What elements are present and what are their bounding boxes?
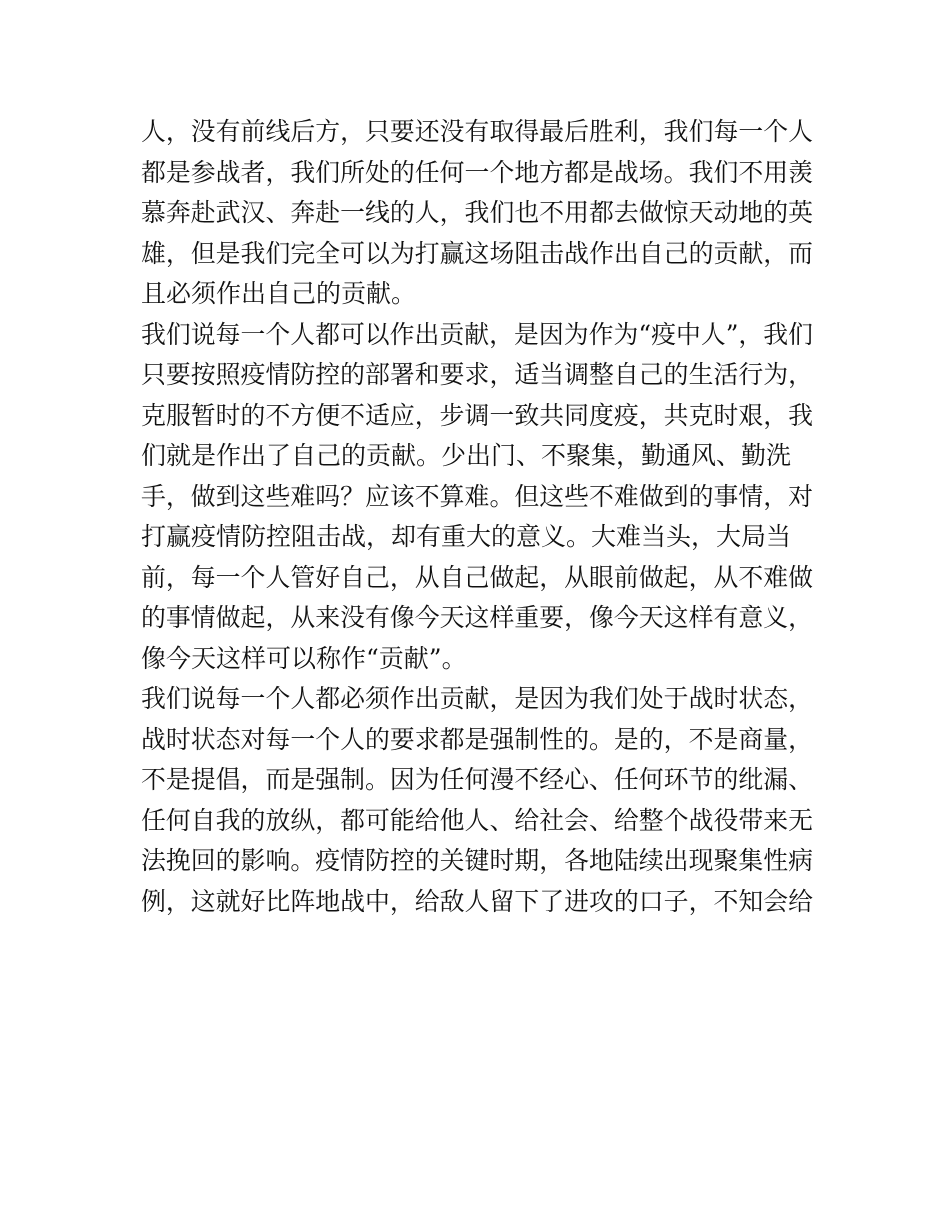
body-text bbox=[141, 112, 813, 922]
text-line: 不是提倡，而是强制。因为任何漫不经心、任何环节的纰漏、 bbox=[141, 765, 813, 794]
text-line: 人，没有前线后方，只要还没有取得最后胜利，我们每一个人 bbox=[141, 117, 813, 146]
text-line: 例，这就好比阵地战中，给敌人留下了进攻的口子，不知会给 bbox=[141, 886, 813, 916]
text-line: 打赢疫情防控阻击战，却有重大的意义。大难当头，大局当 bbox=[141, 522, 792, 551]
text-line: 们就是作出了自己的贡献。少出门、不聚集，勤通风、勤洗 bbox=[141, 441, 792, 470]
text-line: 前，每一个人管好自己，从自己做起，从眼前做起，从不难做 bbox=[141, 562, 813, 592]
text-line: 只要按照疫情防控的部署和要求，适当调整自己的生活行为， bbox=[141, 360, 813, 389]
text-line: 克服暂时的不方便不适应，步调一致共同度疫，共克时艰，我 bbox=[141, 400, 813, 430]
text-line: 我们说每一个人都可以作出贡献，是因为作为“疫中人”，我们 bbox=[141, 319, 813, 349]
text-line: 雄，但是我们完全可以为打赢这场阻击战作出自己的贡献，而 bbox=[141, 238, 813, 268]
text-line: 慕奔赴武汉、奔赴一线的人，我们也不用都去做惊天动地的英 bbox=[141, 198, 813, 227]
text-line: 法挽回的影响。疫情防控的关键时期，各地陆续出现聚集性病 bbox=[141, 846, 813, 875]
text-line: 我们说每一个人都必须作出贡献，是因为我们处于战时状态， bbox=[141, 684, 813, 713]
text-line: 战时状态对每一个人的要求都是强制性的。是的，不是商量， bbox=[141, 724, 813, 754]
text-line: 的事情做起，从来没有像今天这样重要，像今天这样有意义， bbox=[141, 603, 813, 632]
text-line: 且必须作出自己的贡献。 bbox=[141, 279, 417, 308]
text-line: 手，做到这些难吗？应该不算难。但这些不难做到的事情，对 bbox=[141, 481, 813, 511]
text-line: 任何自我的放纵，都可能给他人、给社会、给整个战役带来无 bbox=[141, 805, 813, 835]
text-line: 都是参战者，我们所处的任何一个地方都是战场。我们不用羡 bbox=[141, 157, 813, 187]
text-line: 像今天这样可以称作“贡献”。 bbox=[141, 643, 467, 673]
